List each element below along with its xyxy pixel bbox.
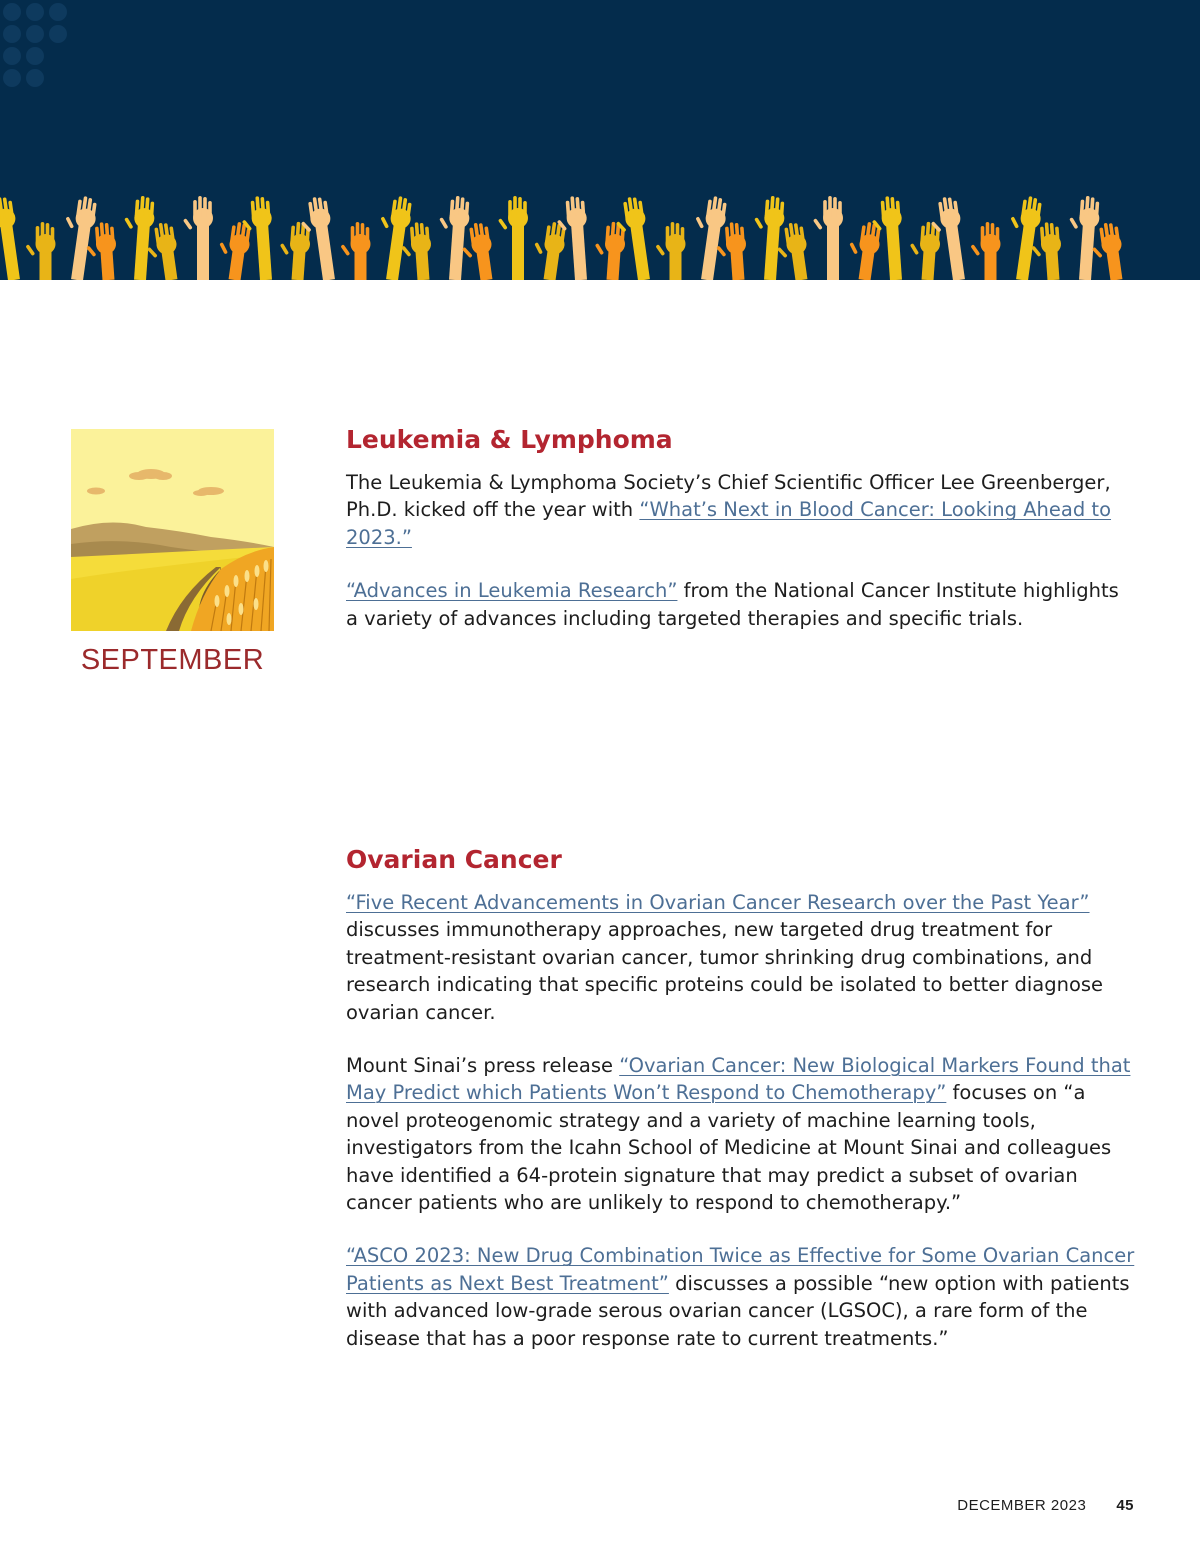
raised-hand-icon [530,220,568,280]
advances-leukemia-research-link[interactable]: “Advances in Leukemia Research” [346,579,678,603]
leukemia-lymphoma-section [346,425,1136,658]
page-footer [957,1497,1134,1514]
leukemia-paragraph-1: The Leukemia & Lymphoma Society’s Chief Scientific Officer Lee Greenberger, Ph.D. kicked off the year with “What’s Next in Blood Cancer: Looking Ahead to 2023.” [346,471,1112,549]
page-number: 45 [1116,1497,1134,1514]
ovarian-paragraph-2: Mount Sinai’s press release “Ovarian Cancer: New Biological Markers Found that May Predict which Patients Won’t Respond to Chemotherapy” focuses on “a novel proteogenomic strategy and a variety of machine learning tools, investigators from the Icahn School of Medicine at Mount Sinai and colleagues have identified a 64-protein signature that may predict a subset of ovarian cancer patients who are unlikely to respond to chemotherapy.” [346,1054,1131,1215]
ovarian-paragraph-3: “ASCO 2023: New Drug Combination Twice as Effective for Some Ovarian Cancer Patients as Next Best Treatment” discusses a possible “new option with patients with advanced low-grade serous ovarian cancer (LGSOC), a rare form of the disease that has a poor response rate to current treatments.” [346,1244,1135,1350]
five-recent-advancements-link[interactable]: “Five Recent Advancements in Ovarian Cancer Research over the Past Year” [346,891,1090,914]
issue-date: DECEMBER 2023 [957,1497,1087,1514]
section-title: Leukemia & Lymphoma [346,425,673,454]
raised-hand-icon [687,194,728,280]
raised-hand-icon [183,196,213,280]
dot-pattern-icon [3,3,67,87]
leukemia-paragraph-2: “Advances in Leukemia Research” from the National Cancer Institute highlights a variety of advances including targeted therapies and specific trials. [346,579,1119,630]
raised-hand-icon [215,220,253,280]
raised-hand-icon [25,222,55,280]
raised-hand-icon [1002,194,1043,280]
month-label: SEPTEMBER [80,644,265,676]
raised-hand-icon [655,222,685,280]
header-banner [0,0,1200,280]
raised-hands-illustration [0,0,1200,280]
raised-hand-icon [340,222,370,280]
raised-hand-icon [498,196,528,280]
raised-hand-icon [970,222,1000,280]
raised-hand-icon [435,195,471,280]
raised-hand-icon [57,194,98,280]
mount-sinai-press-release-link[interactable]: “Ovarian Cancer: New Biological Markers Found that May Predict which Patients Won’t Respond to Chemotherapy” [346,1054,1131,1105]
asco-2023-link[interactable]: “ASCO 2023: New Drug Combination Twice as Effective for Some Ovarian Cancer Patients as Next Best Treatment” [346,1244,1135,1295]
ovarian-paragraph-1: “Five Recent Advancements in Ovarian Cancer Research over the Past Year” discusses immunotherapy approaches, new targeted drug treatment for treatment-resistant ovarian cancer, tumor shrinking drug combinations, and research indicating that specific proteins could be isolated to better diagnose ovarian cancer. [346,891,1104,1024]
raised-hand-icon [1065,195,1101,280]
section-title: Ovarian Cancer [346,845,562,874]
raised-hand-icon [845,220,883,280]
raised-hand-icon [120,195,156,280]
raised-hand-icon [372,194,413,280]
wheat-field-illustration [71,429,274,631]
ovarian-cancer-section [346,845,1136,1378]
raised-hand-icon [813,196,843,280]
whats-next-blood-cancer-link[interactable]: “What’s Next in Blood Cancer: Looking Ahead to 2023.” [346,498,1112,549]
raised-hand-icon [750,195,786,280]
raised-hand-icon [0,195,24,280]
